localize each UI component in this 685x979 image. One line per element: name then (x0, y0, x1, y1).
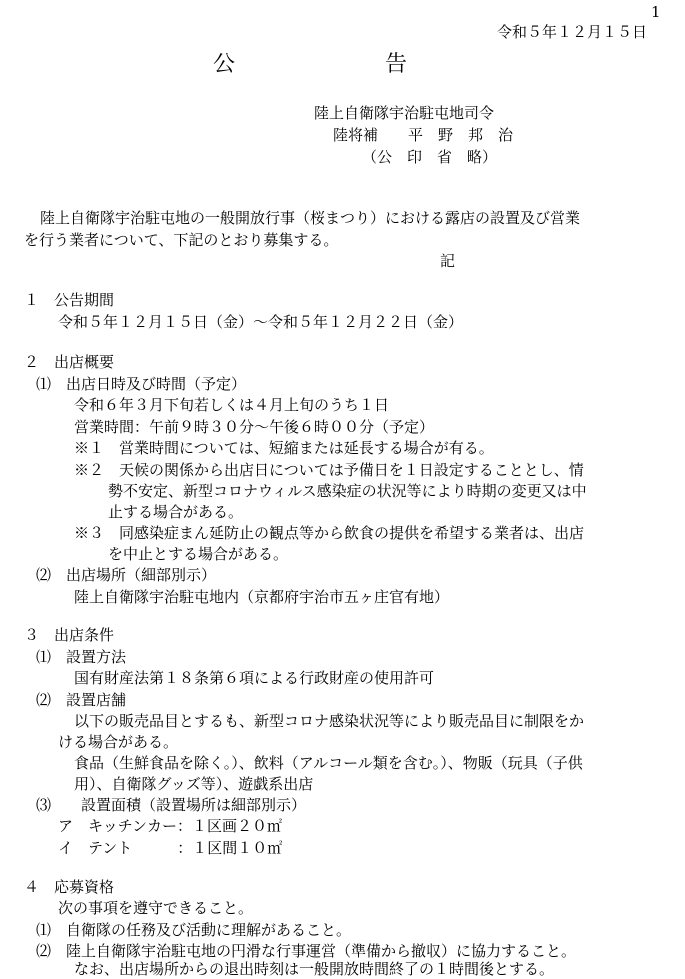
section-3-item-3-label: ⑶ 設置面積（設置場所は細部別示） (36, 796, 307, 814)
section-2-item-1-label: ⑴ 出店日時及び時間（予定） (36, 375, 247, 393)
title-char-left: 公 (213, 52, 236, 77)
section-3-item-1-text: 国有財産法第１８条第６項による行政財産の使用許可 (74, 669, 435, 687)
section-2-item-1-date: 令和６年３月下旬若しくは４月上旬のうち１日 (74, 396, 390, 414)
section-3-item-3-tent: イ テント ：１区間１０㎡ (58, 839, 283, 857)
note-1: ※１ 営業時間については、短縮または延長する場合が有る。 (74, 439, 494, 457)
section-1-period: 令和５年１２月１５日（金）～令和５年１２月２２日（金） (58, 313, 464, 331)
note-2-line-1: ※２ 天候の関係から出店日については予備日を１日設定することとし、情 (74, 461, 584, 479)
note-2-line-3: 止する場合がある。 (108, 503, 244, 521)
section-4-lead: 次の事項を遵守できること。 (58, 899, 254, 917)
section-2-item-2-place: 陸上自衛隊宇治駐屯地内（京都府宇治市五ヶ庄官有地） (74, 588, 450, 606)
section-4-item-2-line-1: ⑵ 陸上自衛隊宇治駐屯地の円滑な行事運営（準備から撤収）に協力すること。 (36, 942, 577, 960)
section-2-item-2-label: ⑵ 出店場所（細部別示） (36, 566, 217, 584)
section-1-heading: １ 公告期間 (24, 291, 115, 309)
issuer-organization: 陸上自衛隊宇治駐屯地司令 (314, 104, 495, 122)
intro-line-1: 陸上自衛隊宇治駐屯地の一般開放行事（桜まつり）における露店の設置及び営業 (40, 209, 581, 227)
section-2-item-1-hours: 営業時間：午前９時３０分～午後６時００分（予定） (74, 418, 435, 436)
section-3-item-1-label: ⑴ 設置方法 (36, 648, 127, 666)
section-3-heading: ３ 出店条件 (24, 626, 115, 644)
seal-omitted-note: （公 印 省 略） (362, 148, 498, 166)
section-2-heading: ２ 出店概要 (24, 353, 115, 371)
section-3-item-2-line-1: 以下の販売品目とするも、新型コロナ感染状況等により販売品目に制限をか (74, 712, 585, 730)
page-number: 1 (651, 3, 661, 21)
section-4-heading: ４ 応募資格 (24, 878, 115, 896)
note-3-line-2: を中止とする場合がある。 (108, 545, 289, 563)
ki-marker: 記 (440, 252, 456, 270)
section-3-item-2-line-4: 用）、自衛隊グッズ等）、遊戯系出店 (74, 775, 314, 793)
section-3-item-2-line-2: ける場合がある。 (58, 733, 179, 751)
note-3-line-1: ※３ 同感染症まん延防止の観点等から飲食の提供を希望する業者は、出店 (74, 524, 585, 542)
section-4-item-1: ⑴ 自衛隊の任務及び活動に理解があること。 (36, 921, 352, 939)
section-3-item-2-label: ⑵ 設置店舗 (36, 691, 127, 709)
intro-line-2: を行う業者について、下記のとおり募集する。 (24, 231, 339, 249)
section-3-item-2-line-3: 食品（生鮮食品を除く。）、飲料（アルコール類を含む。）、物販（玩具（子供 (74, 754, 583, 772)
issue-date: 令和５年１２月１５日 (497, 23, 648, 41)
section-4-item-2-line-2: なお、出店場所からの退出時刻は一般開放時間終了の１時間後とする。 (74, 960, 555, 978)
section-3-item-3-kitchen-car: ア キッチンカー：１区画２０㎡ (58, 817, 282, 835)
note-2-line-2: 勢不安定、新型コロナウィルス感染症の状況等により時期の変更又は中 (108, 482, 587, 500)
title-char-right: 告 (385, 52, 408, 77)
issuer-rank-name: 陸将補 平 野 邦 治 (333, 126, 514, 144)
